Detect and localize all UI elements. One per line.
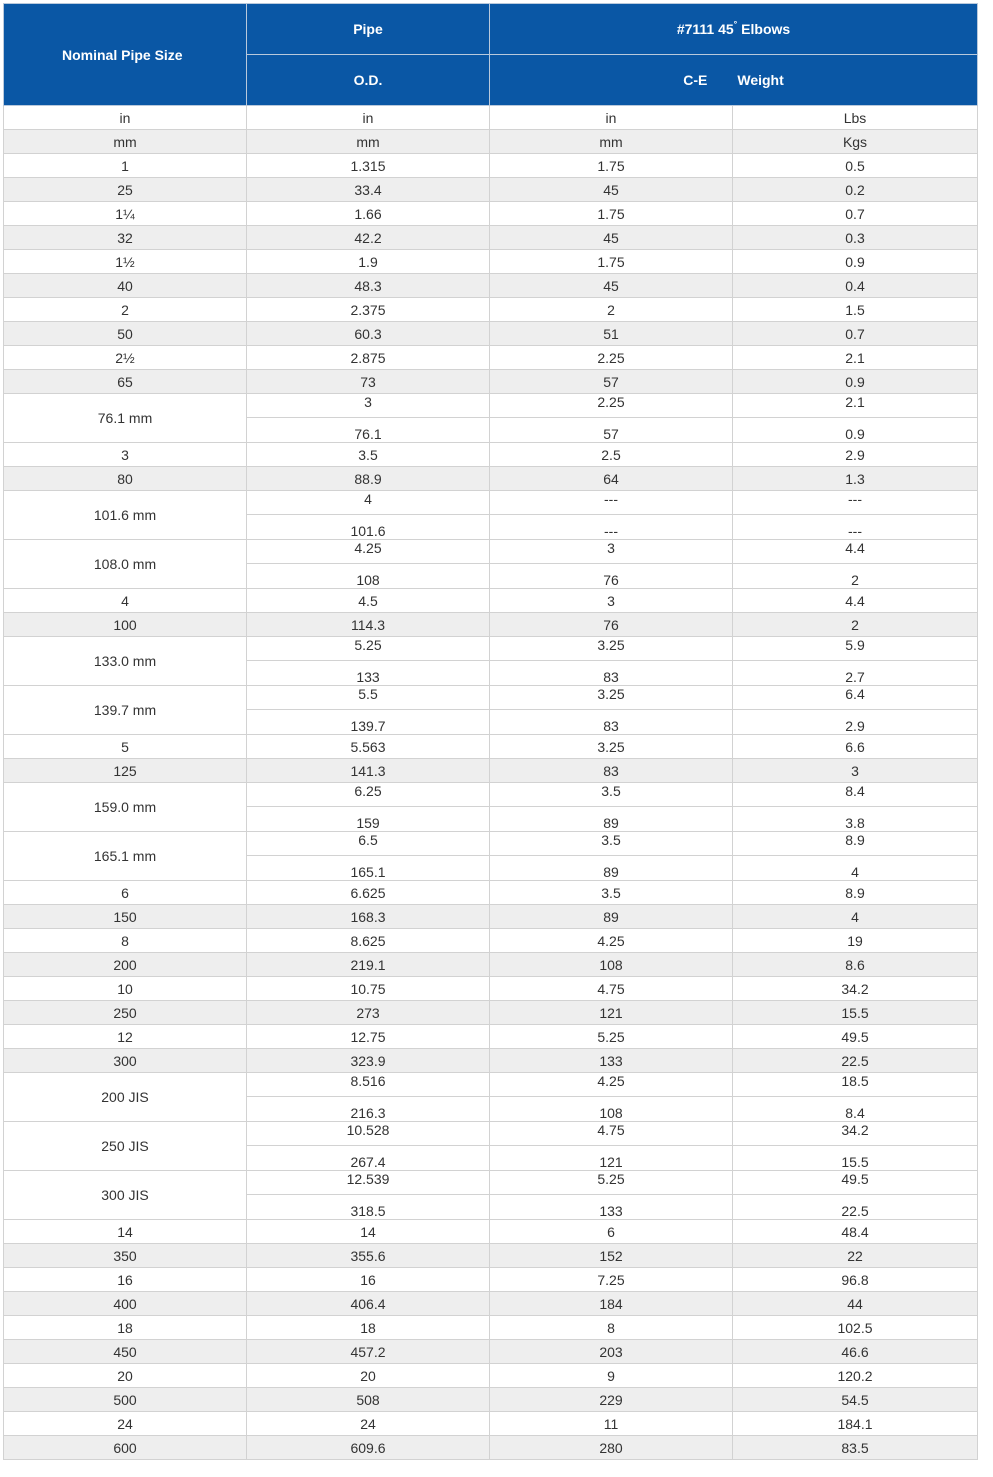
- nominal-size-cell: 16: [4, 1268, 247, 1292]
- nominal-size-cell: 400: [4, 1292, 247, 1316]
- ce-cell: 2.5: [490, 443, 733, 467]
- weight-cell: 18.5: [733, 1073, 978, 1097]
- ce-cell: 3.5: [490, 832, 733, 856]
- pipe-od-cell: 609.6: [247, 1436, 490, 1460]
- ce-cell: 83: [490, 759, 733, 783]
- weight-cell: 2: [733, 613, 978, 637]
- pipe-od-cell: 5.5: [247, 686, 490, 710]
- nominal-size-cell: 50: [4, 322, 247, 346]
- nominal-size-cell: 300 JIS: [4, 1171, 247, 1220]
- pipe-od-cell: 42.2: [247, 226, 490, 250]
- od-header: O.D.: [247, 55, 490, 106]
- ce-cell: 4.25: [490, 929, 733, 953]
- nominal-size-cell: in: [4, 106, 247, 130]
- weight-cell: 8.6: [733, 953, 978, 977]
- table-row: [4, 1220, 978, 1244]
- table-header: [4, 4, 978, 106]
- pipe-od-cell: 133: [247, 661, 490, 686]
- table-row: [4, 735, 978, 759]
- table-row: [4, 130, 978, 154]
- ce-cell: 2.25: [490, 346, 733, 370]
- nominal-size-cell: 18: [4, 1316, 247, 1340]
- nominal-size-cell: 125: [4, 759, 247, 783]
- table-row: [4, 106, 978, 130]
- weight-cell: 22.5: [733, 1195, 978, 1220]
- ce-cell: 3.5: [490, 881, 733, 905]
- weight-cell: 184.1: [733, 1412, 978, 1436]
- weight-cell: 120.2: [733, 1364, 978, 1388]
- weight-cell: ---: [733, 515, 978, 540]
- ce-cell: 121: [490, 1146, 733, 1171]
- weight-cell: 2: [733, 564, 978, 589]
- pipe-od-cell: in: [247, 106, 490, 130]
- ce-cell: 3.25: [490, 686, 733, 710]
- ce-cell: in: [490, 106, 733, 130]
- pipe-od-cell: 114.3: [247, 613, 490, 637]
- ce-cell: mm: [490, 130, 733, 154]
- nominal-size-cell: 250: [4, 1001, 247, 1025]
- weight-cell: 34.2: [733, 1122, 978, 1146]
- table-row: [4, 783, 978, 807]
- ce-cell: 203: [490, 1340, 733, 1364]
- pipe-od-cell: 1.66: [247, 202, 490, 226]
- weight-cell: 46.6: [733, 1340, 978, 1364]
- weight-cell: 15.5: [733, 1001, 978, 1025]
- table-row: [4, 370, 978, 394]
- weight-cell: 0.4: [733, 274, 978, 298]
- pipe-od-cell: 108: [247, 564, 490, 589]
- table-row: [4, 1073, 978, 1097]
- table-row: [4, 686, 978, 710]
- ce-cell: 76: [490, 564, 733, 589]
- table-row: [4, 1412, 978, 1436]
- ce-cell: 3.25: [490, 735, 733, 759]
- table-row: [4, 1388, 978, 1412]
- ce-cell: 152: [490, 1244, 733, 1268]
- ce-cell: 45: [490, 226, 733, 250]
- nominal-size-cell: 500: [4, 1388, 247, 1412]
- nominal-size-cell: 133.0 mm: [4, 637, 247, 686]
- table-row: [4, 929, 978, 953]
- pipe-od-cell: 16: [247, 1268, 490, 1292]
- ce-cell: 121: [490, 1001, 733, 1025]
- pipe-od-cell: 2.375: [247, 298, 490, 322]
- pipe-od-cell: 8.625: [247, 929, 490, 953]
- weight-cell: 54.5: [733, 1388, 978, 1412]
- table-row: [4, 250, 978, 274]
- weight-cell: 0.9: [733, 370, 978, 394]
- pipe-od-cell: 139.7: [247, 710, 490, 735]
- pipe-od-cell: 48.3: [247, 274, 490, 298]
- pipe-od-cell: mm: [247, 130, 490, 154]
- nominal-size-cell: 350: [4, 1244, 247, 1268]
- pipe-od-cell: 457.2: [247, 1340, 490, 1364]
- table-row: [4, 226, 978, 250]
- weight-cell: 102.5: [733, 1316, 978, 1340]
- pipe-od-cell: 20: [247, 1364, 490, 1388]
- pipe-od-cell: 2.875: [247, 346, 490, 370]
- nominal-size-cell: 600: [4, 1436, 247, 1460]
- nominal-size-cell: mm: [4, 130, 247, 154]
- nominal-size-cell: 450: [4, 1340, 247, 1364]
- pipe-od-cell: 3.5: [247, 443, 490, 467]
- table-row: [4, 905, 978, 929]
- weight-cell: 83.5: [733, 1436, 978, 1460]
- ce-cell: 1.75: [490, 250, 733, 274]
- ce-cell: ---: [490, 515, 733, 540]
- weight-cell: ---: [733, 491, 978, 515]
- nominal-size-cell: 5: [4, 735, 247, 759]
- table-row: [4, 977, 978, 1001]
- table-row: [4, 491, 978, 515]
- product-header-text: #7111 45: [676, 21, 734, 37]
- nominal-size-cell: 24: [4, 1412, 247, 1436]
- table-row: [4, 274, 978, 298]
- nominal-size-cell: 200: [4, 953, 247, 977]
- ce-cell: 7.25: [490, 1268, 733, 1292]
- weight-cell: 15.5: [733, 1146, 978, 1171]
- pipe-od-cell: 6.5: [247, 832, 490, 856]
- ce-cell: 2: [490, 298, 733, 322]
- table-row: [4, 154, 978, 178]
- ce-cell: 57: [490, 370, 733, 394]
- pipe-od-cell: 4: [247, 491, 490, 515]
- ce-cell: 229: [490, 1388, 733, 1412]
- ce-cell: 3: [490, 540, 733, 564]
- weight-cell: 0.7: [733, 322, 978, 346]
- table-row: [4, 881, 978, 905]
- table-row: [4, 443, 978, 467]
- pipe-od-cell: 10.75: [247, 977, 490, 1001]
- pipe-od-cell: 12.539: [247, 1171, 490, 1195]
- weight-cell: 44: [733, 1292, 978, 1316]
- ce-cell: 45: [490, 274, 733, 298]
- ce-cell: 3: [490, 589, 733, 613]
- table-row: [4, 1244, 978, 1268]
- weight-cell: 1.5: [733, 298, 978, 322]
- table-row: [4, 322, 978, 346]
- pipe-od-cell: 5.25: [247, 637, 490, 661]
- ce-cell: 45: [490, 178, 733, 202]
- weight-cell: 4: [733, 856, 978, 881]
- nominal-size-cell: 10: [4, 977, 247, 1001]
- nominal-size-cell: 300: [4, 1049, 247, 1073]
- nominal-size-cell: 200 JIS: [4, 1073, 247, 1122]
- pipe-od-cell: 4.5: [247, 589, 490, 613]
- ce-cell: 3.25: [490, 637, 733, 661]
- table-row: [4, 953, 978, 977]
- table-row: [4, 1049, 978, 1073]
- table-row: [4, 613, 978, 637]
- ce-cell: 9: [490, 1364, 733, 1388]
- pipe-od-cell: 18: [247, 1316, 490, 1340]
- ce-cell: 2.25: [490, 394, 733, 418]
- weight-cell: 0.9: [733, 418, 978, 443]
- pipe-od-cell: 6.25: [247, 783, 490, 807]
- ce-cell: 5.25: [490, 1171, 733, 1195]
- weight-cell: 48.4: [733, 1220, 978, 1244]
- ce-cell: 4.75: [490, 977, 733, 1001]
- nominal-size-cell: 6: [4, 881, 247, 905]
- weight-cell: 49.5: [733, 1171, 978, 1195]
- weight-cell: 8.9: [733, 832, 978, 856]
- table-row: [4, 1436, 978, 1460]
- pipe-od-cell: 159: [247, 807, 490, 832]
- weight-cell: 8.4: [733, 1097, 978, 1122]
- ce-cell: 4.25: [490, 1073, 733, 1097]
- table-body: [4, 106, 978, 1460]
- pipe-size-table-container: [3, 3, 977, 1460]
- nominal-size-cell: 2: [4, 298, 247, 322]
- nominal-size-cell: 40: [4, 274, 247, 298]
- weight-cell: 0.5: [733, 154, 978, 178]
- weight-cell: 3.8: [733, 807, 978, 832]
- pipe-od-cell: 6.625: [247, 881, 490, 905]
- nominal-size-cell: 80: [4, 467, 247, 491]
- nominal-size-cell: 250 JIS: [4, 1122, 247, 1171]
- nominal-size-cell: 12: [4, 1025, 247, 1049]
- weight-cell: 2.9: [733, 710, 978, 735]
- ce-cell: 8: [490, 1316, 733, 1340]
- pipe-od-cell: 1.9: [247, 250, 490, 274]
- weight-cell: 5.9: [733, 637, 978, 661]
- weight-cell: 2.1: [733, 346, 978, 370]
- weight-header: Weight: [737, 72, 784, 88]
- weight-cell: 6.4: [733, 686, 978, 710]
- table-row: [4, 1122, 978, 1146]
- table-row: [4, 1340, 978, 1364]
- ce-cell: 11: [490, 1412, 733, 1436]
- pipe-od-cell: 318.5: [247, 1195, 490, 1220]
- nominal-size-cell: 139.7 mm: [4, 686, 247, 735]
- weight-cell: 8.4: [733, 783, 978, 807]
- table-row: [4, 178, 978, 202]
- weight-cell: 1.3: [733, 467, 978, 491]
- ce-cell: 280: [490, 1436, 733, 1460]
- ce-cell: 83: [490, 710, 733, 735]
- table-row: [4, 637, 978, 661]
- ce-cell: 3.5: [490, 783, 733, 807]
- weight-cell: 4.4: [733, 540, 978, 564]
- ce-weight-header: [490, 55, 978, 106]
- pipe-od-cell: 1.315: [247, 154, 490, 178]
- table-row: [4, 394, 978, 418]
- weight-cell: 96.8: [733, 1268, 978, 1292]
- weight-cell: 3: [733, 759, 978, 783]
- weight-cell: 34.2: [733, 977, 978, 1001]
- weight-cell: 2.1: [733, 394, 978, 418]
- product-header-suffix: Elbows: [737, 21, 791, 37]
- ce-cell: 76: [490, 613, 733, 637]
- ce-cell: 133: [490, 1195, 733, 1220]
- pipe-od-cell: 168.3: [247, 905, 490, 929]
- weight-cell: 0.7: [733, 202, 978, 226]
- weight-cell: 8.9: [733, 881, 978, 905]
- nominal-size-cell: 1: [4, 154, 247, 178]
- weight-cell: 49.5: [733, 1025, 978, 1049]
- weight-cell: 2.9: [733, 443, 978, 467]
- pipe-od-cell: 165.1: [247, 856, 490, 881]
- weight-cell: 22.5: [733, 1049, 978, 1073]
- nominal-size-cell: 1½: [4, 250, 247, 274]
- ce-cell: 6: [490, 1220, 733, 1244]
- weight-cell: 6.6: [733, 735, 978, 759]
- pipe-od-cell: 508: [247, 1388, 490, 1412]
- pipe-od-cell: 4.25: [247, 540, 490, 564]
- ce-cell: 89: [490, 905, 733, 929]
- nominal-size-cell: 150: [4, 905, 247, 929]
- table-row: [4, 467, 978, 491]
- nominal-size-cell: 20: [4, 1364, 247, 1388]
- pipe-od-cell: 73: [247, 370, 490, 394]
- ce-cell: 1.75: [490, 154, 733, 178]
- nominal-size-cell: 8: [4, 929, 247, 953]
- pipe-od-cell: 406.4: [247, 1292, 490, 1316]
- pipe-od-cell: 273: [247, 1001, 490, 1025]
- pipe-od-cell: 24: [247, 1412, 490, 1436]
- pipe-od-cell: 323.9: [247, 1049, 490, 1073]
- weight-cell: 0.9: [733, 250, 978, 274]
- pipe-od-cell: 12.75: [247, 1025, 490, 1049]
- table-row: [4, 1292, 978, 1316]
- pipe-od-cell: 141.3: [247, 759, 490, 783]
- weight-cell: 2.7: [733, 661, 978, 686]
- nominal-pipe-size-header: Nominal Pipe Size: [4, 4, 247, 106]
- pipe-od-cell: 33.4: [247, 178, 490, 202]
- ce-cell: 1.75: [490, 202, 733, 226]
- weight-cell: 22: [733, 1244, 978, 1268]
- pipe-od-cell: 355.6: [247, 1244, 490, 1268]
- pipe-od-cell: 219.1: [247, 953, 490, 977]
- product-header: [490, 4, 978, 55]
- table-row: [4, 202, 978, 226]
- pipe-header: Pipe: [247, 4, 490, 55]
- elbow-dimensions-table: [3, 3, 978, 1460]
- nominal-size-cell: 165.1 mm: [4, 832, 247, 881]
- nominal-size-cell: 14: [4, 1220, 247, 1244]
- nominal-size-cell: 159.0 mm: [4, 783, 247, 832]
- ce-cell: 108: [490, 1097, 733, 1122]
- nominal-size-cell: 4: [4, 589, 247, 613]
- table-row: [4, 1001, 978, 1025]
- nominal-size-cell: 100: [4, 613, 247, 637]
- table-row: [4, 1316, 978, 1340]
- table-row: [4, 589, 978, 613]
- weight-cell: 0.2: [733, 178, 978, 202]
- ce-cell: 51: [490, 322, 733, 346]
- pipe-od-cell: 14: [247, 1220, 490, 1244]
- ce-cell: 83: [490, 661, 733, 686]
- pipe-od-cell: 3: [247, 394, 490, 418]
- ce-cell: 184: [490, 1292, 733, 1316]
- nominal-size-cell: 108.0 mm: [4, 540, 247, 589]
- pipe-od-cell: 5.563: [247, 735, 490, 759]
- ce-header: C-E: [683, 72, 708, 88]
- table-row: [4, 540, 978, 564]
- ce-cell: 89: [490, 856, 733, 881]
- weight-cell: 4: [733, 905, 978, 929]
- pipe-od-cell: 216.3: [247, 1097, 490, 1122]
- weight-cell: 0.3: [733, 226, 978, 250]
- nominal-size-cell: 25: [4, 178, 247, 202]
- nominal-size-cell: 3: [4, 443, 247, 467]
- table-row: [4, 1268, 978, 1292]
- pipe-od-cell: 76.1: [247, 418, 490, 443]
- table-row: [4, 1171, 978, 1195]
- ce-cell: 5.25: [490, 1025, 733, 1049]
- degree-symbol: °: [733, 19, 738, 29]
- nominal-size-cell: 32: [4, 226, 247, 250]
- table-row: [4, 759, 978, 783]
- table-row: [4, 346, 978, 370]
- table-row: [4, 1364, 978, 1388]
- table-row: [4, 832, 978, 856]
- nominal-size-cell: 65: [4, 370, 247, 394]
- nominal-size-cell: 76.1 mm: [4, 394, 247, 443]
- ce-cell: 108: [490, 953, 733, 977]
- nominal-size-cell: 1¼: [4, 202, 247, 226]
- weight-cell: Kgs: [733, 130, 978, 154]
- pipe-od-cell: 88.9: [247, 467, 490, 491]
- nominal-size-cell: 101.6 mm: [4, 491, 247, 540]
- pipe-od-cell: 267.4: [247, 1146, 490, 1171]
- ce-cell: 89: [490, 807, 733, 832]
- weight-cell: 4.4: [733, 589, 978, 613]
- weight-cell: Lbs: [733, 106, 978, 130]
- ce-cell: 64: [490, 467, 733, 491]
- ce-cell: 57: [490, 418, 733, 443]
- nominal-size-cell: 2½: [4, 346, 247, 370]
- ce-cell: ---: [490, 491, 733, 515]
- ce-cell: 133: [490, 1049, 733, 1073]
- table-row: [4, 1025, 978, 1049]
- pipe-od-cell: 8.516: [247, 1073, 490, 1097]
- weight-cell: 19: [733, 929, 978, 953]
- pipe-od-cell: 60.3: [247, 322, 490, 346]
- pipe-od-cell: 101.6: [247, 515, 490, 540]
- ce-cell: 4.75: [490, 1122, 733, 1146]
- pipe-od-cell: 10.528: [247, 1122, 490, 1146]
- table-row: [4, 298, 978, 322]
